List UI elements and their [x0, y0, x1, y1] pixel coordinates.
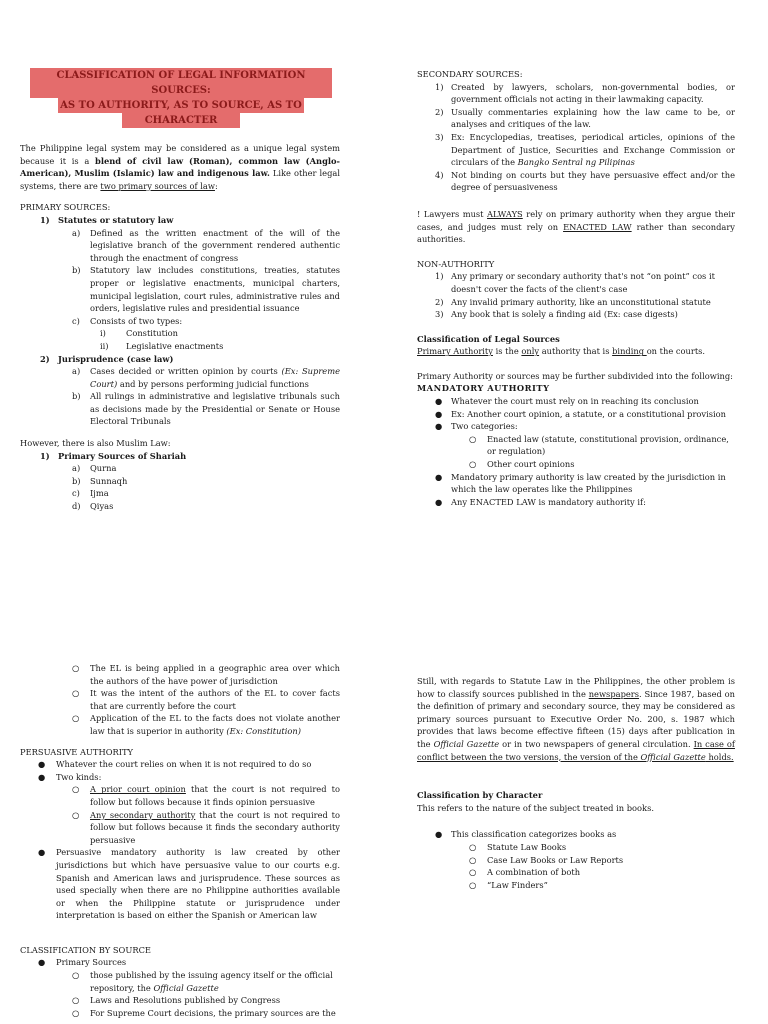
list-item [417, 841, 735, 854]
secondary-item-text: Created by lawyers, scholars, non-governmental bodies, or government officials not acting in their lawmaking capacity. [451, 81, 735, 105]
jurisprudence-a-text: Cases decided or written opinion by courts [90, 366, 282, 377]
list-item [417, 496, 735, 509]
holds-text: holds. [705, 751, 734, 762]
book-category: Statute Law Books [487, 841, 567, 852]
statutes-c [20, 315, 340, 328]
statutes-item [20, 214, 340, 227]
character-description: This refers to the nature of the subject treated in books. [417, 802, 654, 813]
title-line-3: CHARACTER [122, 113, 240, 128]
statutes-b-text: Statutory law includes constitutions, treaties, statutes proper or legislative enactments, municipal charters, municipal legislation, court rules, administrative rules and orders, legislative rules and presidential issuance [90, 265, 340, 314]
character-heading: Classification by Character [417, 790, 543, 801]
source-text: Primary Sources [56, 957, 127, 968]
marker-a: a) [72, 227, 81, 238]
list-item [417, 866, 735, 879]
lawyers-note [417, 208, 735, 246]
mandatory-text: Mandatory primary authority is law created by the jurisdiction in which the law operates like the Philippines [451, 471, 726, 495]
list-item [20, 783, 340, 808]
marker-3: 3) [435, 309, 444, 320]
non-authority-text: Any primary or secondary authority that's not “on point” cos it doesn't cover the facts of the client's case [451, 271, 715, 294]
non-authority-heading: NON-AUTHORITY [417, 258, 495, 269]
el-condition: It was the intent of the authors of the EL to cover facts that are currently before the court [90, 688, 340, 711]
intro-blend-text: blend of civil law (Roman), common law (Anglo-American), Muslim (Islamic) law and indigenous law. [20, 155, 340, 179]
list-item [417, 308, 735, 321]
subdivision-text: Primary Authority or sources may be further subdivided into the following: [417, 370, 733, 381]
list-item [20, 475, 340, 488]
secondary-item-text: Ex: Encyclopedias, treatises, periodical articles, opinions of the Department of Justice, Securities and Exchange Commission or circulars of the [451, 131, 735, 168]
pa-term: Primary Authority [417, 346, 493, 357]
character-intro: This classification categorizes books as [451, 829, 617, 840]
marker-1: 1) [435, 81, 444, 92]
mandatory-authority-heading: MANDATORY AUTHORITY [417, 383, 550, 394]
jurisprudence-a-example: (Ex: Supreme Court) [90, 366, 340, 389]
persuasive-text: Two kinds: [56, 771, 102, 782]
prior-opinion-term: A prior court opinion [90, 784, 186, 795]
bullet-icon: ● [435, 408, 443, 419]
list-item [20, 712, 340, 737]
intro-paragraph [20, 142, 340, 192]
book-category: Case Law Books or Law Reports [487, 854, 624, 865]
pa-text-d: authority that is [539, 346, 613, 357]
marker-3: 3) [435, 131, 444, 142]
intro-text-c: Like other legal systems, there are [20, 168, 340, 191]
intro-text-a: The Philippine legal system may be considered as a unique legal system because it is a [20, 143, 340, 166]
el-example: (Ex: Constitution) [226, 725, 301, 736]
list-item [20, 994, 340, 1007]
bullet-icon: ● [435, 396, 443, 407]
secondary-sources-heading: SECONDARY SOURCES: [417, 69, 523, 79]
circle-bullet-icon: ○ [469, 854, 477, 865]
circle-bullet-icon: ○ [469, 879, 477, 890]
circle-bullet-icon: ○ [72, 663, 80, 673]
statutes-label: Statutes or statutory law [58, 214, 174, 225]
bullet-icon: ● [38, 759, 46, 770]
list-item [20, 462, 340, 475]
list-item [20, 687, 340, 712]
page1-right-column [417, 68, 735, 508]
official-gazette: Official Gazette [153, 982, 219, 993]
mandatory-text: Two categories: [451, 421, 518, 432]
list-item [417, 81, 735, 106]
shariah-number: 1) [40, 450, 50, 461]
marker-i: i) [100, 328, 106, 339]
list-item [417, 433, 735, 458]
bullet-icon: ● [435, 829, 443, 840]
circle-bullet-icon: ○ [72, 713, 80, 724]
marker-2: 2) [435, 296, 444, 307]
muslim-law-intro: However, there is also Muslim Law: [20, 438, 171, 449]
list-item [20, 758, 340, 771]
list-item [417, 420, 735, 433]
jurisprudence-b [20, 390, 340, 428]
marker-ii: ii) [100, 340, 109, 351]
marker-c: c) [72, 488, 80, 499]
jurisprudence-item [20, 353, 340, 366]
list-item [20, 1007, 340, 1020]
jurisprudence-a-text-2: and by persons performing judicial functions [117, 378, 309, 389]
jurisprudence-label: Jurisprudence (case law) [58, 353, 174, 364]
marker-b: b) [72, 265, 81, 276]
circle-bullet-icon: ○ [72, 809, 80, 820]
classification-heading: Classification of Legal Sources [417, 333, 560, 344]
persuasive-subtext: that the court is not required to follow but follows because it finds the secondary authority persuasive [90, 809, 340, 845]
marker-a: a) [72, 366, 81, 377]
still-text-c: . Since 1987, based on the definition of primary and secondary source, they may be considered as primary sources pursuant to Executive Order No. 200, s. 1987 which provides that laws become effective fifteen (15) days after publication in the [417, 688, 735, 749]
el-condition: Application of the EL to the facts does not violate another law that is superior in authority [90, 713, 340, 736]
bullet-icon: ● [38, 957, 46, 968]
list-item [20, 956, 340, 969]
primary-sources-heading: PRIMARY SOURCES: [20, 202, 111, 213]
circle-bullet-icon: ○ [469, 433, 477, 444]
circle-bullet-icon: ○ [72, 970, 80, 981]
circle-bullet-icon: ○ [72, 995, 80, 1006]
lawyers-text-c: rely on primary authority when they argue their cases, and judges must rely on [417, 208, 735, 232]
shariah-source: Qurna [90, 463, 117, 474]
persuasive-authority-heading: PERSUASIVE AUTHORITY [20, 746, 134, 757]
source-subtext: those published by the issuing agency itself or the official repository, the [90, 970, 333, 993]
page2-left-column [20, 662, 340, 1019]
list-item [20, 969, 340, 994]
circle-bullet-icon: ○ [72, 1007, 80, 1018]
page2-right-column [417, 675, 735, 891]
circle-bullet-icon: ○ [72, 784, 80, 795]
statutes-c-ii [20, 340, 340, 353]
title-line-2: AS TO AUTHORITY, AS TO SOURCE, AS TO [58, 98, 304, 113]
shariah-source: Qiyas [90, 501, 114, 512]
still-text-a: Still, with regards to Statute Law in the Philippines, the other problem is how to classify sources published in the [417, 676, 735, 699]
marker-b: b) [72, 475, 81, 486]
mandatory-text: Whatever the court must rely on in reaching its conclusion [451, 396, 699, 407]
marker-4: 4) [435, 169, 444, 180]
bullet-icon: ● [435, 421, 443, 432]
lawyers-text-a: ! Lawyers must [417, 208, 488, 219]
circle-bullet-icon: ○ [469, 459, 477, 470]
list-item [417, 395, 735, 408]
pa-only: only [521, 346, 540, 357]
shariah-source: Ijma [90, 488, 109, 499]
lawyers-always: ALWAYS [487, 208, 523, 219]
list-item [417, 106, 735, 131]
non-authority-text: Any book that is solely a finding aid (Ex: case digests) [451, 309, 678, 320]
lawyers-enacted-law: ENACTED LAW [563, 221, 632, 232]
statutes-c-text: Consists of two types: [90, 315, 183, 326]
list-item [417, 879, 735, 892]
list-item [20, 771, 340, 784]
list-item [20, 662, 340, 687]
list-item [417, 169, 735, 194]
source-subtext: For Supreme Court decisions, the primary sources are the [90, 1007, 336, 1018]
statutes-a [20, 227, 340, 265]
pa-text-b: is the [492, 346, 522, 357]
mandatory-text: Any ENACTED LAW is mandatory authority if: [451, 496, 646, 507]
list-item [417, 408, 735, 421]
still-text-e: or in two newspapers of general circulation. [499, 738, 694, 749]
marker-a: a) [72, 463, 81, 474]
intro-text-e: : [214, 180, 218, 191]
list-item [417, 854, 735, 867]
marker-1: 1) [435, 271, 444, 282]
statutes-c-ii-text: Legislative enactments [126, 340, 224, 351]
marker-d: d) [72, 501, 81, 512]
marker-2: 2) [435, 106, 444, 117]
statute-law-paragraph [417, 675, 735, 763]
list-item [20, 487, 340, 500]
list-item [417, 270, 735, 295]
el-condition: The EL is being applied in a geographic area over which the authors of the have power of jurisdiction [90, 663, 340, 686]
list-item [417, 296, 735, 309]
marker-c: c) [72, 315, 80, 326]
book-category: A combination of both [487, 867, 581, 878]
list-item [20, 809, 340, 847]
conflict-text: In case of conflict between the two versions, the version of the [417, 738, 735, 762]
list-item [417, 471, 735, 496]
list-item [417, 828, 735, 841]
lawyers-text-e: rather than secondary authorities. [417, 221, 735, 245]
marker-b: b) [72, 391, 81, 402]
list-item [20, 846, 340, 922]
shariah-label: Primary Sources of Shariah [58, 450, 187, 461]
list-item [20, 500, 340, 513]
circle-bullet-icon: ○ [469, 867, 477, 878]
source-heading: CLASSIFICATION BY SOURCE [20, 944, 151, 955]
mandatory-subtext: Other court opinions [487, 459, 575, 470]
newspapers-term: newspapers [588, 688, 640, 699]
shariah-item [20, 450, 340, 463]
secondary-item-text: Not binding on courts but they have persuasive effect and/or the degree of persuasiveness [451, 169, 735, 193]
bullet-icon: ● [38, 847, 46, 858]
shariah-source: Sunnaqh [90, 475, 128, 486]
jurisprudence-b-text: All rulings in administrative and legislative tribunals such as decisions made by the Presidential or Senate or House Electoral Tribunals [90, 391, 340, 427]
mandatory-subtext: Enacted law (statute, constitutional provision, ordinance, or regulation) [487, 433, 729, 457]
page-title [30, 68, 332, 128]
list-item [417, 131, 735, 169]
secondary-item-text: Usually commentaries explaining how the law came to be, or analyses and critiques of the law. [451, 106, 735, 130]
pa-binding: binding [612, 346, 647, 357]
book-category: “Law Finders” [487, 879, 548, 890]
jurisprudence-number: 2) [40, 353, 50, 364]
secondary-authority-term: Any secondary authority [90, 809, 196, 820]
persuasive-subtext: that the court is not required to follow but follows because it finds opinion persuasive [90, 784, 340, 807]
pa-text-f: on the courts. [646, 346, 706, 357]
list-item [417, 458, 735, 471]
official-gazette: Official Gazette [433, 738, 500, 749]
statutes-number: 1) [40, 214, 50, 225]
page1-left-column [20, 68, 340, 513]
primary-authority-line [417, 345, 735, 358]
official-gazette: Official Gazette [640, 751, 706, 762]
bullet-icon: ● [435, 496, 443, 507]
statutes-a-text: Defined as the written enactment of the will of the legislative branch of the government rendered authentic through the enactment of congress [90, 227, 340, 263]
jurisprudence-a [20, 365, 340, 390]
statutes-c-i-text: Constitution [126, 328, 178, 339]
persuasive-text: Whatever the court relies on when it is not required to do so [56, 759, 312, 770]
intro-two-sources: two primary sources of law [100, 180, 215, 191]
non-authority-text: Any invalid primary authority, like an unconstitutional statute [451, 296, 711, 307]
source-subtext: Laws and Resolutions published by Congress [90, 995, 281, 1006]
bullet-icon: ● [38, 771, 46, 782]
persuasive-text: Persuasive mandatory authority is law created by other jurisdictions but which have persuasive value to our courts e.g. Spanish and American laws and jurisprudence. These sources as used specially when there are no Philippine authorities available or when the Philippine statute or jurisprudence under interpretation is based on either the Spanish or American law [56, 847, 340, 921]
title-line-1: CLASSIFICATION OF LEGAL INFORMATION SOURCES: [30, 68, 332, 98]
bsp-name: Bangko Sentral ng Pilipinas [517, 157, 635, 168]
statutes-b [20, 264, 340, 314]
statutes-c-i [20, 327, 340, 340]
circle-bullet-icon: ○ [72, 688, 80, 699]
mandatory-text: Ex: Another court opinion, a statute, or a constitutional provision [451, 408, 727, 419]
bullet-icon: ● [435, 471, 443, 482]
circle-bullet-icon: ○ [469, 841, 477, 852]
